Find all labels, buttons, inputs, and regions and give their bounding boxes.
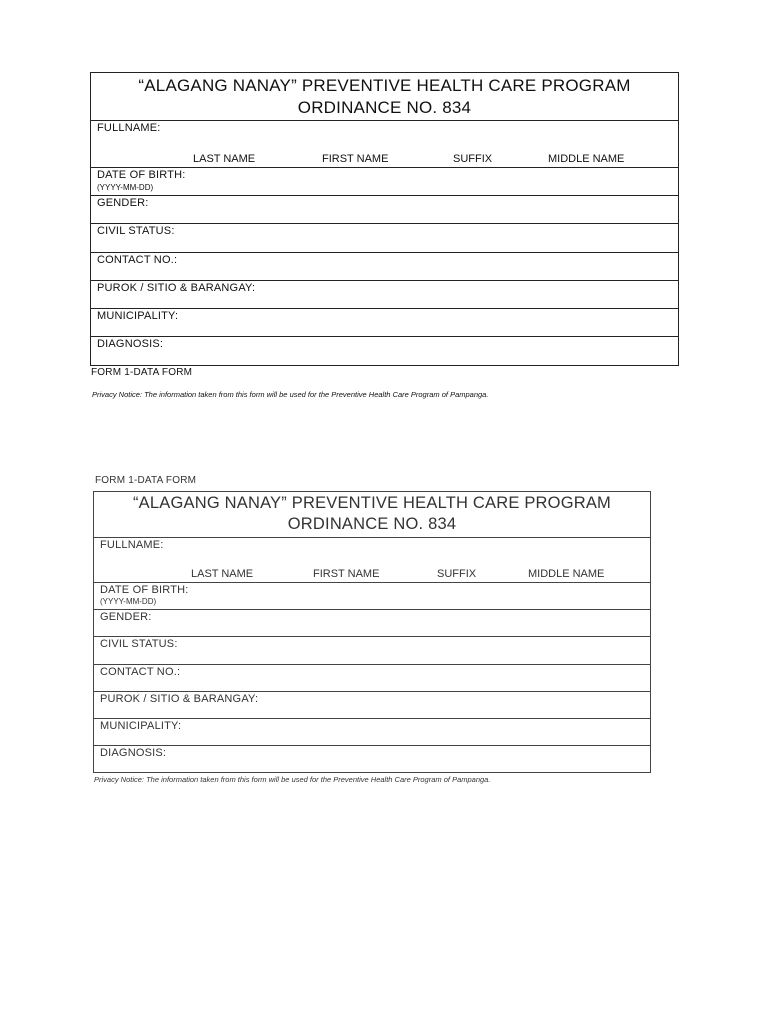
form2-privacy-notice: Privacy Notice: The information taken from this form will be used for the Preventive Health Care Program of Pampanga. xyxy=(94,775,491,784)
form2-barangay-label: PUROK / SITIO & BARANGAY: xyxy=(100,693,259,705)
form1-contact-row[interactable] xyxy=(91,253,678,281)
form1-title-line1: “ALAGANG NANAY” PREVENTIVE HEALTH CARE PROGRAM xyxy=(138,76,631,95)
form2-municipality-label: MUNICIPALITY: xyxy=(100,720,182,732)
form1-municipality-row[interactable] xyxy=(91,309,678,337)
form2-civil-status-row[interactable] xyxy=(94,637,650,665)
form1-name-parts xyxy=(91,153,678,166)
form2-last-name-label: LAST NAME xyxy=(191,568,254,580)
form2-dob-label: DATE OF BIRTH: xyxy=(100,584,189,596)
form1-suffix-label: SUFFIX xyxy=(453,153,493,165)
form2-title-line1: “ALAGANG NANAY” PREVENTIVE HEALTH CARE PROGRAM xyxy=(132,494,611,512)
form1-civil-status-label: CIVIL STATUS: xyxy=(97,225,175,237)
form1-title xyxy=(91,73,678,121)
form1-first-name-label: FIRST NAME xyxy=(322,153,389,165)
form2-title-line2: ORDINANCE NO. 834 xyxy=(287,515,457,533)
form2-fullname-label: FULLNAME: xyxy=(100,539,164,551)
form1-gender-row[interactable] xyxy=(91,196,678,224)
form2-contact-row[interactable] xyxy=(94,665,650,692)
form2-diagnosis-row[interactable] xyxy=(94,746,650,773)
form2-contact-label: CONTACT NO.: xyxy=(100,666,181,678)
form2-suffix-label: SUFFIX xyxy=(437,568,477,580)
form2-caption: FORM 1-DATA FORM xyxy=(95,475,197,486)
form2-diagnosis-label: DIAGNOSIS: xyxy=(100,747,167,759)
form1-barangay-label: PUROK / SITIO & BARANGAY: xyxy=(97,282,256,294)
form1-dob-label: DATE OF BIRTH: xyxy=(97,169,186,181)
form1-contact-label: CONTACT NO.: xyxy=(97,254,178,266)
form2-fullname-row[interactable] xyxy=(94,538,650,583)
form1-dob-row[interactable] xyxy=(91,168,678,196)
form2-civil-status-label: CIVIL STATUS: xyxy=(100,638,178,650)
form2-middle-name-label: MIDDLE NAME xyxy=(528,568,605,580)
form1-last-name-label: LAST NAME xyxy=(193,153,256,165)
form1-civil-status-row[interactable] xyxy=(91,224,678,253)
form2-dob-row[interactable] xyxy=(94,583,650,610)
form2-first-name-label: FIRST NAME xyxy=(313,568,380,580)
form2-name-parts xyxy=(94,568,650,581)
form2-gender-row[interactable] xyxy=(94,610,650,637)
form1-fullname-row[interactable] xyxy=(91,121,678,168)
form2-dob-hint: (YYYY-MM-DD) xyxy=(100,597,157,606)
form1-diagnosis-label: DIAGNOSIS: xyxy=(97,338,164,350)
form1-barangay-row[interactable] xyxy=(91,281,678,309)
form1-title-line2: ORDINANCE NO. 834 xyxy=(297,98,472,117)
form1-dob-hint: (YYYY-MM-DD) xyxy=(97,183,154,192)
form1-privacy-notice: Privacy Notice: The information taken from this form will be used for the Preventive Health Care Program of Pampanga. xyxy=(92,390,489,399)
form1-fullname-label: FULLNAME: xyxy=(97,122,161,134)
form2-gender-label: GENDER: xyxy=(100,611,152,623)
form2-title xyxy=(94,492,650,538)
form1-municipality-label: MUNICIPALITY: xyxy=(97,310,179,322)
form1-gender-label: GENDER: xyxy=(97,197,149,209)
form1-middle-name-label: MIDDLE NAME xyxy=(548,153,625,165)
form1-caption: FORM 1-DATA FORM xyxy=(91,367,193,378)
form2-municipality-row[interactable] xyxy=(94,719,650,746)
form1-diagnosis-row[interactable] xyxy=(91,337,678,365)
form1-table xyxy=(90,72,679,366)
form2-table xyxy=(93,491,651,773)
form2-barangay-row[interactable] xyxy=(94,692,650,719)
